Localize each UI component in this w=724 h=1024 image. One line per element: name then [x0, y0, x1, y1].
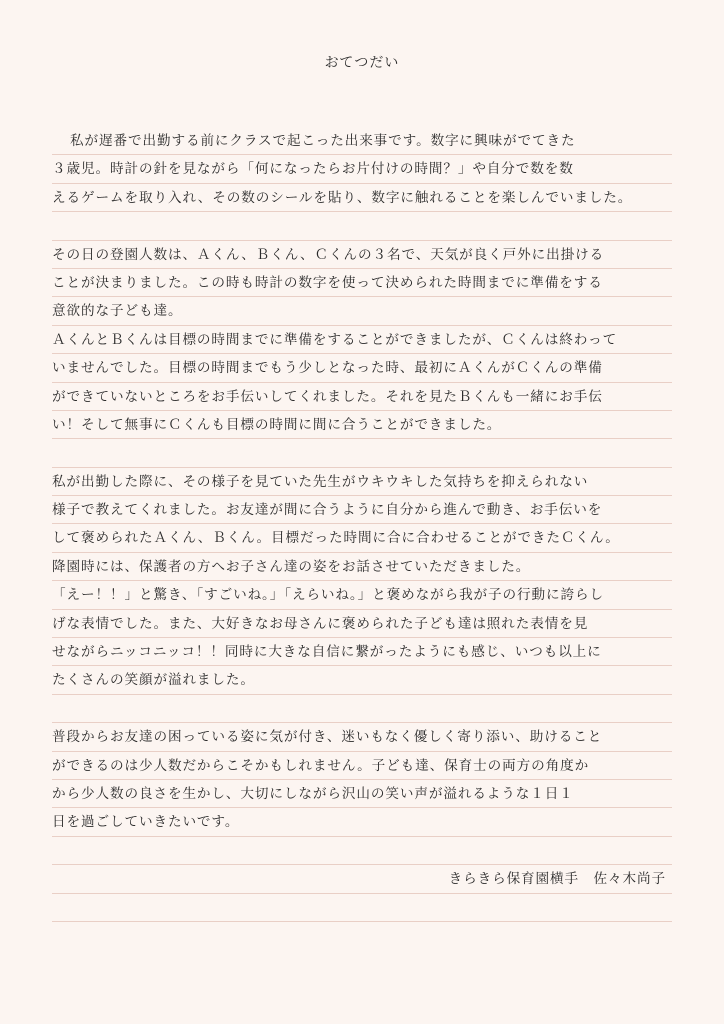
text-line: 日を過ごしていきたいです。	[52, 808, 672, 836]
text-line: から少人数の良さを生かし、大切にしながら沢山の笑い声が溢れるような１日１	[52, 780, 672, 808]
document-title: おてつだい	[324, 55, 400, 71]
text-line: 様子で教えてくれました。お友達が間に合うように自分から進んで動き、お手伝いを	[52, 496, 672, 524]
text-line: ができていないところをお手伝いしてくれました。それを見たＢくんも一緒にお手伝	[52, 383, 672, 411]
text-line	[52, 695, 672, 723]
text-line: ことが決まりました。この時も時計の数字を使って決められた時間までに準備をする	[52, 269, 672, 297]
text-line: えるゲームを取り入れ、その数のシールを貼り、数字に触れることを楽しんでいました。	[52, 184, 672, 212]
text-line: 普段からお友達の困っている姿に気が付き、迷いもなく優しく寄り添い、助けること	[52, 723, 672, 751]
text-line: その日の登園人数は、Ａくん、Ｂくん、Ｃくんの３名で、天気が良く戸外に出掛ける	[52, 241, 672, 269]
text-line	[52, 439, 672, 467]
text-line: せながらニッコニッコ！！同時に大きな自信に繋がったようにも感じ、いつも以上に	[52, 638, 672, 666]
text-line: 意欲的な子ども達。	[52, 297, 672, 325]
text-line	[52, 894, 672, 922]
text-line: たくさんの笑顔が溢れました。	[52, 666, 672, 694]
text-line	[52, 212, 672, 240]
text-line: ＡくんとＢくんは目標の時間までに準備をすることができましたが、Ｃくんは終わって	[52, 326, 672, 354]
text-line: ができるのは少人数だからこそかもしれません。子ども達、保育士の両方の角度か	[52, 752, 672, 780]
text-line: 「えー！！」と驚き、「すごいね。」「えらいね。」と褒めながら我が子の行動に誇らし	[52, 581, 672, 609]
text-line: い！そして無事にＣくんも目標の時間に間に合うことができました。	[52, 411, 672, 439]
text-line: いませんでした。目標の時間までもう少しとなった時、最初にＡくんがＣくんの準備	[52, 354, 672, 382]
signature-line: きらきら保育園横手 佐々木尚子	[52, 865, 672, 893]
text-line: ３歳児。時計の針を見ながら「何になったらお片付けの時間？」や自分で数を数	[52, 155, 672, 183]
text-line	[52, 837, 672, 865]
text-line: して褒められたＡくん、Ｂくん。目標だった時間に合に合わせることができたＣくん。	[52, 524, 672, 552]
text-line: 降園時には、保護者の方へお子さん達の姿をお話させていただきました。	[52, 553, 672, 581]
text-line: 私が出勤した際に、その様子を見ていた先生がウキウキした気持ちを抑えられない	[52, 468, 672, 496]
text-line: げな表情でした。また、大好きなお母さんに褒められた子ども達は照れた表情を見	[52, 610, 672, 638]
ruled-lines	[52, 127, 672, 922]
text-line: 私が遅番で出勤する前にクラスで起こった出来事です。数字に興味がでてきた	[52, 127, 672, 155]
